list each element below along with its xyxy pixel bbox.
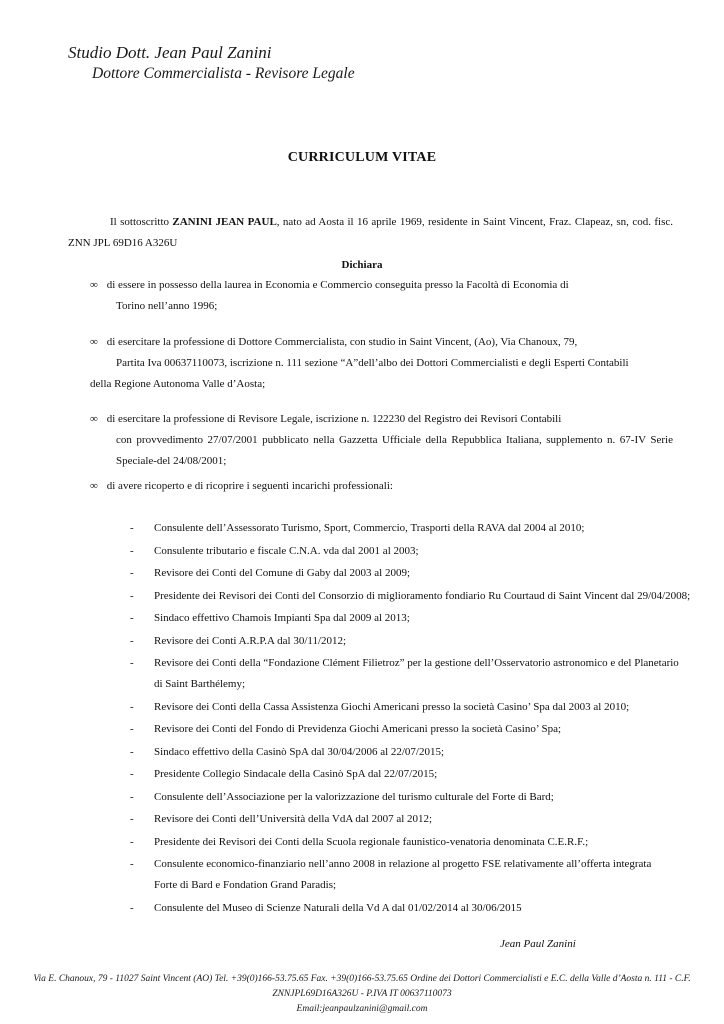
declaration-item	[90, 409, 673, 472]
dash-bullet-icon: -	[130, 612, 134, 624]
declaration-text-cont: della Regione Autonoma Valle d’Aosta;	[90, 378, 266, 390]
dash-bullet-icon: -	[130, 858, 134, 870]
role-list-item	[130, 697, 720, 718]
intro-paragraph	[68, 212, 673, 254]
declare-heading: Dichiara	[341, 259, 383, 271]
role-text: Consulente tributario e fiscale C.N.A. vda dal 2001 al 2003;	[154, 544, 419, 557]
declaration-item	[90, 275, 673, 317]
role-list-item	[130, 586, 720, 607]
infinity-bullet-icon: ∞	[90, 336, 98, 348]
dash-bullet-icon: -	[130, 657, 134, 669]
footer-line: Via E. Chanoux, 79 - 11027 Saint Vincent (AO) Tel. +39(0)166-53.75.65 Fax. +39(0)166-53.75.65 Ordine dei Dottori Commercialisti e E.C. della Valle d’Aosta n. 111 - C.F.	[33, 974, 691, 984]
intro-prefix: Il sottoscritto	[110, 216, 173, 228]
role-text: Revisore dei Conti del Comune di Gaby dal 2003 al 2009;	[154, 567, 411, 579]
document-title: CURRICULUM VITAE	[287, 150, 437, 165]
signature: Jean Paul Zanini	[500, 938, 576, 950]
infinity-bullet-icon: ∞	[90, 279, 98, 291]
role-text: Consulente del Museo di Scienze Naturali della Vd A dal 01/02/2014 al 30/06/2015	[154, 901, 522, 914]
dash-bullet-icon: -	[130, 813, 134, 825]
role-text-cont: Forte di Bard e Fondation Grand Paradis;	[154, 879, 337, 891]
declaration-item	[90, 476, 673, 497]
role-text: Revisore dei Conti della Cassa Assistenza Giochi Americani presso la società Casino’ Spa dal 2003 al 2010;	[154, 700, 630, 713]
role-text: Revisore dei Conti A.R.P.A dal 30/11/2012;	[154, 634, 347, 647]
role-text: Consulente dell’Assessorato Turismo, Sport, Commercio, Trasporti della RAVA dal 2004 al 2010;	[154, 522, 585, 534]
role-text: Presidente dei Revisori dei Conti della Scuola regionale faunistico-venatoria denominata C.E.R.F.;	[154, 835, 589, 848]
roles-list	[130, 518, 720, 920]
declaration-text-cont: Partita Iva 00637110073, iscrizione n. 111 sezione “A”dell’albo dei Dottori Commercialisti e degli Esperti Contabili	[116, 357, 629, 369]
dash-bullet-icon: -	[130, 768, 134, 780]
role-list-item	[130, 898, 720, 919]
footer-line: ZNNJPL69D16A326U - P.IVA IT 00637110073	[272, 989, 452, 999]
infinity-bullet-icon: ∞	[90, 480, 98, 492]
dash-bullet-icon: -	[130, 723, 134, 735]
role-text: Consulente dell’Associazione per la valorizzazione del turismo culturale del Forte di Bard;	[154, 790, 554, 803]
role-text: Consulente economico-finanziario nell’anno 2008 in relazione al progetto FSE relativamente all’offerta integrata	[154, 858, 652, 870]
role-text: Revisore dei Conti della “Fondazione Clément Filietroz” per la gestione dell’Osservatorio astronomico e del Planetario	[154, 657, 679, 669]
letterhead	[68, 42, 355, 86]
dash-bullet-icon: -	[130, 522, 134, 534]
declaration-text-cont: con provvedimento 27/07/2001 pubblicato nella Gazzetta Ufficiale della Repubblica Italiana, supplemento n. 67-IV Serie Speciale-del 24/08/2001;	[116, 434, 673, 467]
dash-bullet-icon: -	[130, 901, 134, 914]
declaration-item	[90, 332, 673, 395]
dash-bullet-icon: -	[130, 634, 134, 647]
dash-bullet-icon: -	[130, 745, 134, 758]
role-text: Sindaco effettivo Chamois Impianti Spa dal 2009 al 2013;	[154, 612, 410, 624]
dash-bullet-icon: -	[130, 700, 134, 713]
intro-name: ZANINI JEAN PAUL	[172, 216, 277, 228]
role-list-item	[130, 787, 720, 808]
role-text: Revisore dei Conti del Fondo di Previdenza Giochi Americani presso la società Casino’ Spa;	[154, 723, 562, 735]
role-list-item	[130, 518, 720, 539]
declaration-text: di esercitare la professione di Dottore Commercialista, con studio in Saint Vincent, (Ao), Via Chanoux, 79,	[104, 336, 578, 348]
role-text: Revisore dei Conti dell’Università della VdA dal 2007 al 2012;	[154, 813, 433, 825]
role-list-item	[130, 631, 720, 652]
role-list-item	[130, 563, 720, 584]
role-list-item	[130, 653, 720, 695]
dash-bullet-icon: -	[130, 567, 134, 579]
intro-suffix: , nato ad Aosta il 16 aprile 1969, residente in Saint Vincent, Fraz. Clapeaz, sn, cod. fisc. ZNN JPL 69D16 A326U	[68, 216, 673, 249]
role-list-item	[130, 832, 720, 853]
dash-bullet-icon: -	[130, 835, 134, 848]
declaration-text: di avere ricoperto e di ricoprire i seguenti incarichi professionali:	[104, 480, 393, 492]
role-text: Presidente dei Revisori dei Conti del Consorzio di miglioramento fondiario Ru Courtaud di Saint Vincent dal 29/04/2008;	[154, 589, 691, 602]
role-list-item	[130, 809, 720, 830]
infinity-bullet-icon: ∞	[90, 413, 98, 425]
role-list-item	[130, 854, 720, 896]
letterhead-name: Studio Dott. Jean Paul Zanini	[68, 43, 272, 62]
role-list-item	[130, 764, 720, 785]
role-text: Sindaco effettivo della Casinò SpA dal 30/04/2006 al 22/07/2015;	[154, 745, 445, 758]
declaration-text: di esercitare la professione di Revisore Legale, iscrizione n. 122230 del Registro dei Revisori Contabili	[104, 413, 562, 425]
dash-bullet-icon: -	[130, 790, 134, 803]
dash-bullet-icon: -	[130, 544, 134, 557]
role-list-item	[130, 719, 720, 740]
role-text: Presidente Collegio Sindacale della Casinò SpA dal 22/07/2015;	[154, 768, 438, 780]
footer	[0, 972, 724, 1017]
role-list-item	[130, 608, 720, 629]
letterhead-role: Dottore Commercialista - Revisore Legale	[92, 65, 355, 82]
declaration-text: di essere in possesso della laurea in Economia e Commercio conseguita presso la Facoltà di Economia di	[104, 279, 569, 291]
role-list-item	[130, 541, 720, 562]
role-list-item	[130, 742, 720, 763]
declaration-text-cont: Torino nell’anno 1996;	[116, 300, 218, 312]
footer-line: Email:jeanpaulzanini@gmail.com	[296, 1004, 428, 1014]
role-text-cont: di Saint Barthélemy;	[154, 678, 246, 690]
dash-bullet-icon: -	[130, 589, 134, 602]
